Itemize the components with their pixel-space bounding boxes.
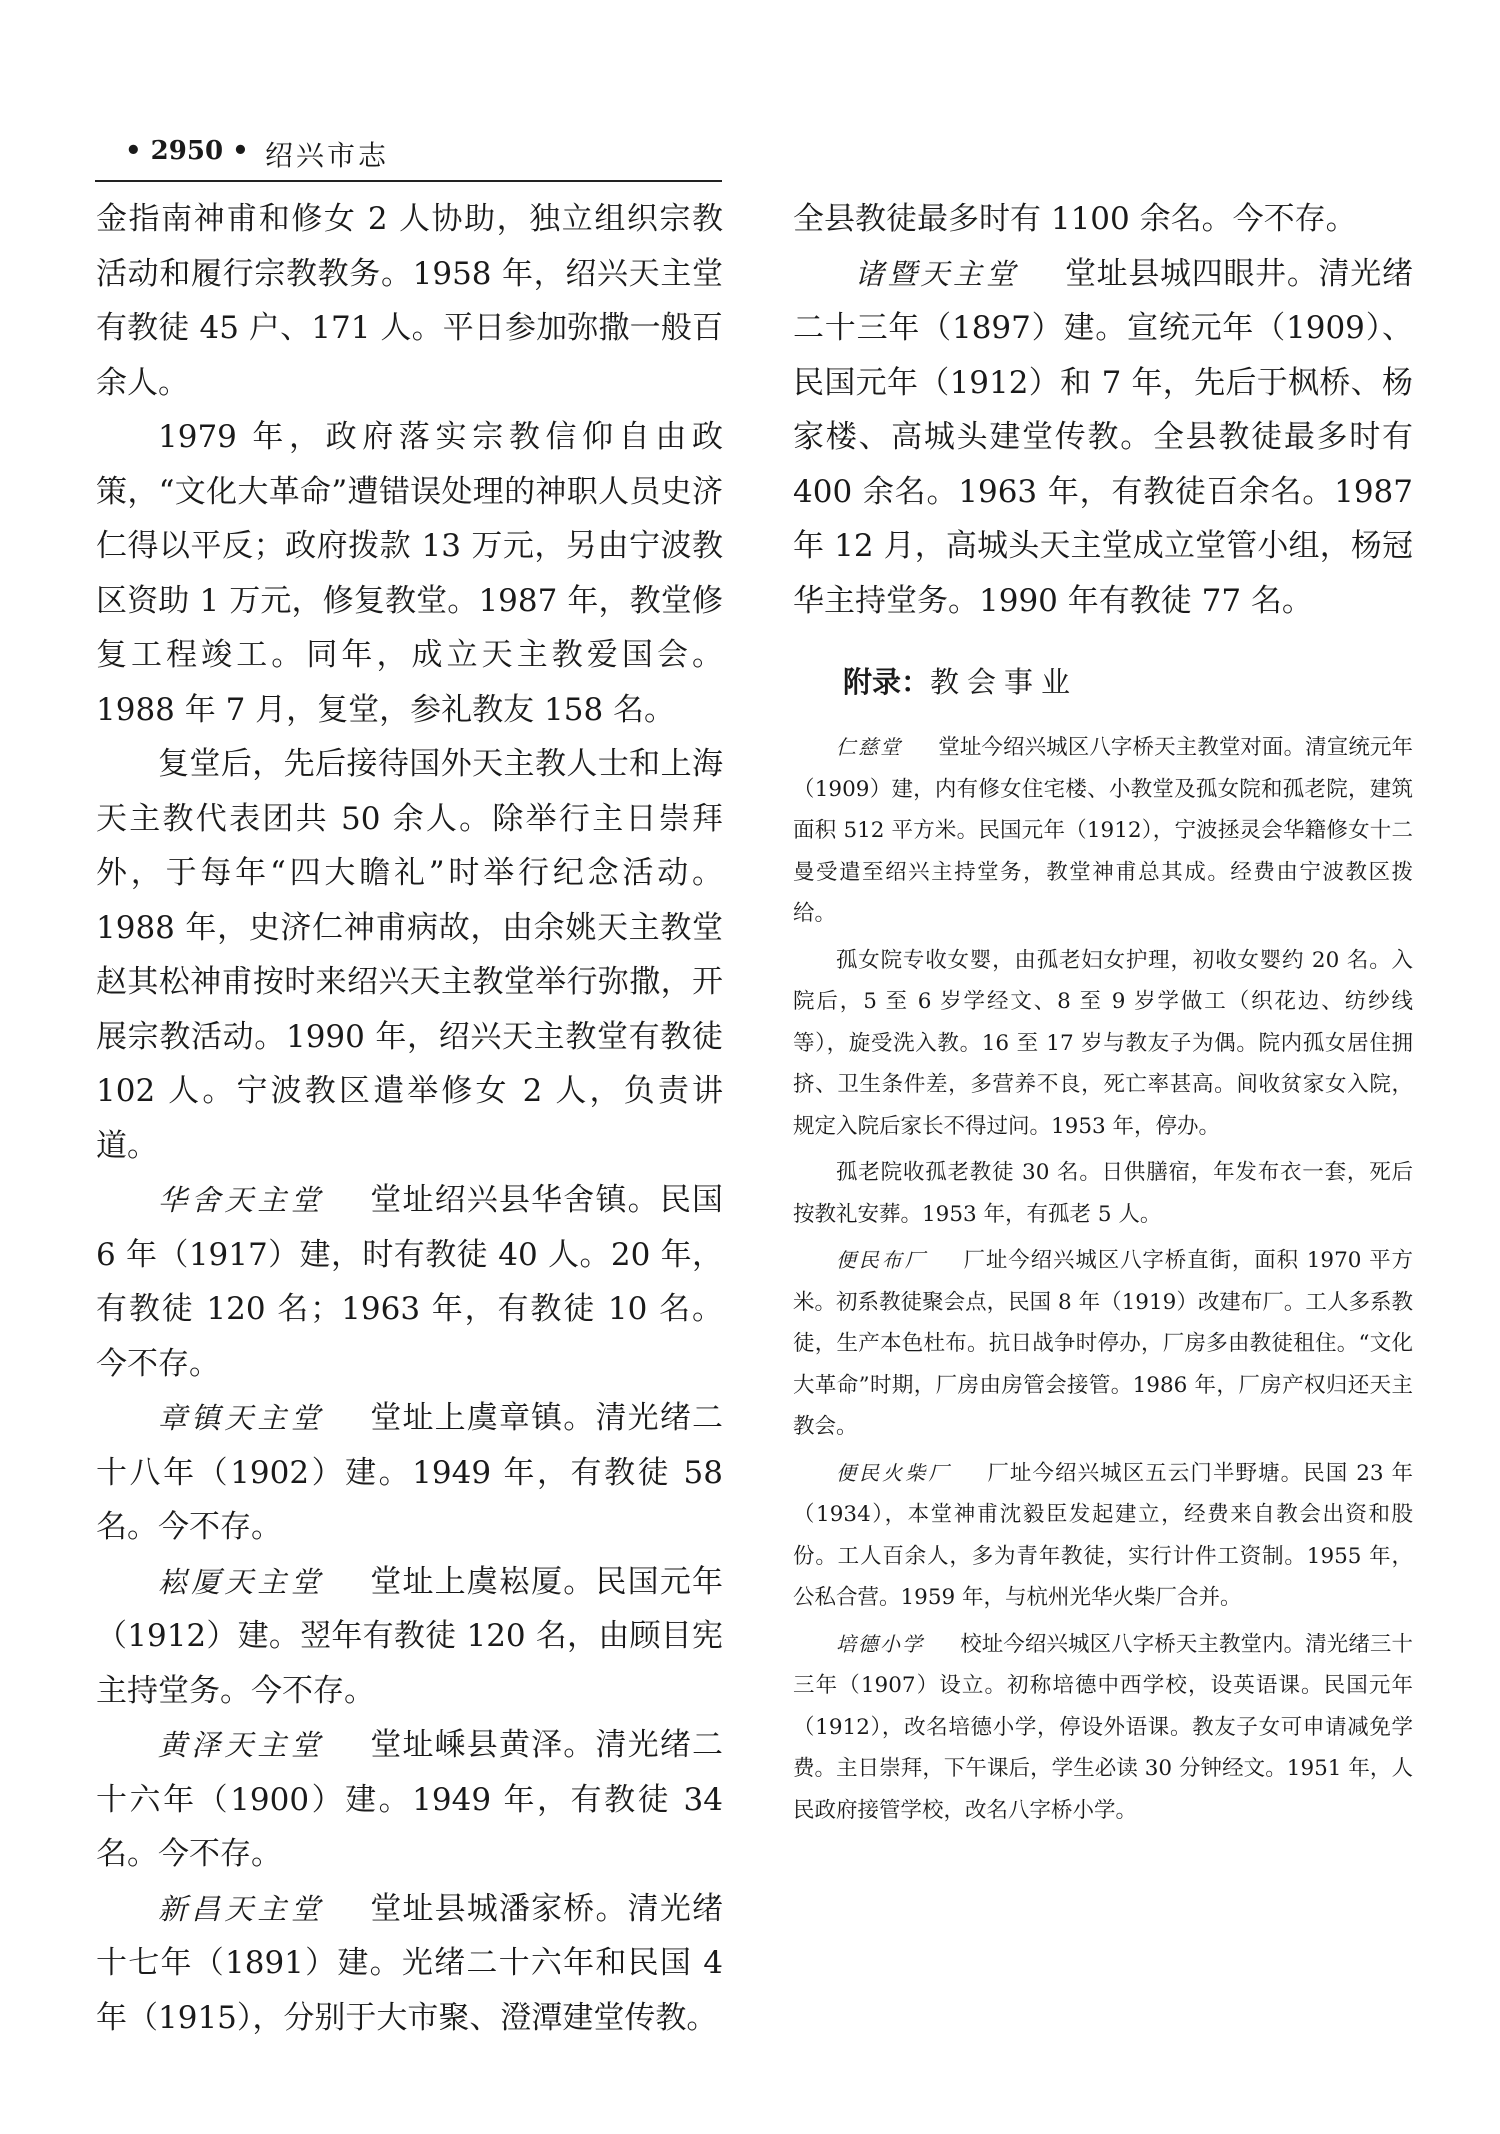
paragraph: [96, 410, 723, 737]
appendix-subtitle: 教会事业: [930, 665, 1079, 699]
paragraph: [96, 1173, 723, 1391]
entry-name: 便民布厂: [836, 1248, 928, 1272]
paragraph: [96, 1555, 723, 1719]
paragraph: [793, 940, 1413, 1148]
entry-name: 新昌天主堂: [158, 1891, 324, 1926]
entry-name: 黄泽天主堂: [158, 1728, 324, 1762]
paragraph-text: 厂址今绍兴城区八字桥直街，面积 1970 平方米。初系教徒聚会点，民国 8 年（1919）改建布厂。工人多系教徒，生产本色杜布。抗日战争时停办，厂房多由教徒租住。“文化大革命”时期，厂房由房管会接管。1986 年，厂房产权归还天主教会。: [793, 1248, 1414, 1439]
paragraph-text: 校址今绍兴城区八字桥天主教堂内。清光绪三十三年（1907）设立。初称培德中西学校，设英语课。民国元年（1912），改名培德小学，停设外语课。教友子女可申请减免学费。主日崇拜，下午课后，学生必读 30 分钟经文。1951 年，人民政府接管学校，改名八字桥小学。: [793, 1631, 1413, 1823]
paragraph-text: 堂址今绍兴城区八字桥天主教堂对面。清宣统元年（1909）建，内有修女住宅楼、小教堂及孤女院和孤老院，建筑面积 512 平方米。民国元年（1912），宁波拯灵会华籍修女十二曼受遣至绍兴主持堂务，教堂神甫总其成。经费由宁波教区拨给。: [793, 735, 1413, 926]
entry-name: 仁慈堂: [836, 735, 903, 759]
paragraph-text: 堂址上虞崧厦。民国元年（1912）建。翌年有教徒 120 名，由顾目宪主持堂务。今不存。: [96, 1563, 723, 1709]
paragraph-text: 堂址县城四眼井。清光绪二十三年（1897）建。宣统元年（1909）、民国元年（1912）和 7 年，先后于枫桥、杨家楼、高城头建堂传教。全县教徒最多时有 400 余名。1963 年，有教徒百余名。1987 年 12 月，高城头天主堂成立堂管小组，杨冠华主持堂务。1990 年有教徒 77 名。: [793, 255, 1413, 619]
paragraph: [793, 247, 1413, 629]
paragraph-text: 1979 年，政府落实宗教信仰自由政策，“文化大革命”遭错误处理的神职人员史济仁得以平反；政府拨款 13 万元，另由宁波教区资助 1 万元，修复教堂。1987 年，教堂修复工程竣工。同年，成立天主教爱国会。1988 年 7 月，复堂，参礼教友 158 名。: [96, 419, 723, 728]
paragraph-text: 堂址绍兴县华舍镇。民国 6 年（1917）建，时有教徒 40 人。20 年，有教徒 120 名；1963 年，有教徒 10 名。今不存。: [96, 1182, 723, 1382]
entry-name: 章镇天主堂: [158, 1401, 324, 1435]
entry-name: 便民火柴厂: [836, 1460, 952, 1485]
paragraph-text: 堂址嵊县黄泽。清光绪二十六年（1900）建。1949 年，有教徒 34 名。今不存。: [96, 1727, 723, 1872]
header-rule: [95, 180, 722, 182]
paragraph-text: 堂址县城潘家桥。清光绪十七年（1891）建。光绪二十六年和民国 4 年（1915），分别于大市聚、澄潭建堂传教。: [96, 1890, 723, 2036]
book-title: 绍兴市志: [265, 139, 390, 172]
paragraph-text: 堂址上虞章镇。清光绪二十八年（1902）建。1949 年，有教徒 58 名。今不存。: [96, 1400, 723, 1545]
paragraph: [96, 1718, 723, 1882]
paragraph: [96, 1391, 723, 1555]
entry-name: 崧厦天主堂: [158, 1564, 324, 1599]
appendix-list: [793, 727, 1413, 1831]
paragraph: [96, 737, 723, 1173]
right-column: [793, 192, 1413, 1831]
paragraph-text: 孤女院专收女婴，由孤老妇女护理，初收女婴约 20 名。入院后，5 至 6 岁学经文、8 至 9 岁学做工（织花边、纺纱线等），旋受洗入教。16 至 17 岁与教友子为偶。院内孤女居住拥挤、卫生条件差，多营养不良，死亡率甚高。间收贫家女入院，规定入院后家长不得过问。1953 年，停办。: [793, 947, 1413, 1139]
paragraph: [793, 1240, 1413, 1448]
paragraph: [96, 1882, 723, 2046]
paragraph: [793, 192, 1413, 247]
paragraph: [793, 1624, 1413, 1832]
entry-name: 培德小学: [836, 1631, 925, 1656]
paragraph-text: 金指南神甫和修女 2 人协助，独立组织宗教活动和履行宗教教务。1958 年，绍兴天主堂有教徒 45 户、171 人。平日参加弥撒一般百余人。: [96, 201, 723, 401]
paragraph: [96, 192, 723, 410]
appendix-heading: [843, 660, 1413, 701]
paragraph-text: 厂址今绍兴城区五云门半野塘。民国 23 年（1934），本堂神甫沈毅臣发起建立，经费来自教会出资和股份。工人百余人，多为青年教徒，实行计件工资制。1955 年，公私合营。1959 年，与杭州光华火柴厂合并。: [793, 1460, 1414, 1610]
right-column-body: [793, 192, 1413, 628]
left-column: [96, 192, 723, 2045]
paragraph-text: 孤老院收孤老教徒 30 名。日供膳宿，年发布衣一套，死后按教礼安葬。1953 年，有孤老 5 人。: [793, 1160, 1413, 1227]
appendix-title: 附录：: [843, 665, 931, 699]
page-number: • 2950 •: [125, 136, 249, 166]
paragraph-text: 全县教徒最多时有 1100 余名。今不存。: [793, 201, 1357, 237]
entry-name: 华舍天主堂: [158, 1183, 324, 1217]
paragraph: [793, 727, 1413, 935]
entry-name: 诸暨天主堂: [855, 256, 1019, 291]
paragraph-text: 复堂后，先后接待国外天主教人士和上海天主教代表团共 50 余人。除举行主日崇拜外，于每年“四大瞻礼”时举行纪念活动。1988 年，史济仁神甫病故，由余姚天主教堂赵其松神甫按时来绍兴天主教堂举行弥撒，开展宗教活动。1990 年，绍兴天主教堂有教徒 102 人。宁波教区遣举修女 2 人，负责讲道。: [96, 746, 723, 1164]
paragraph: [793, 1152, 1413, 1235]
paragraph: [793, 1453, 1413, 1619]
